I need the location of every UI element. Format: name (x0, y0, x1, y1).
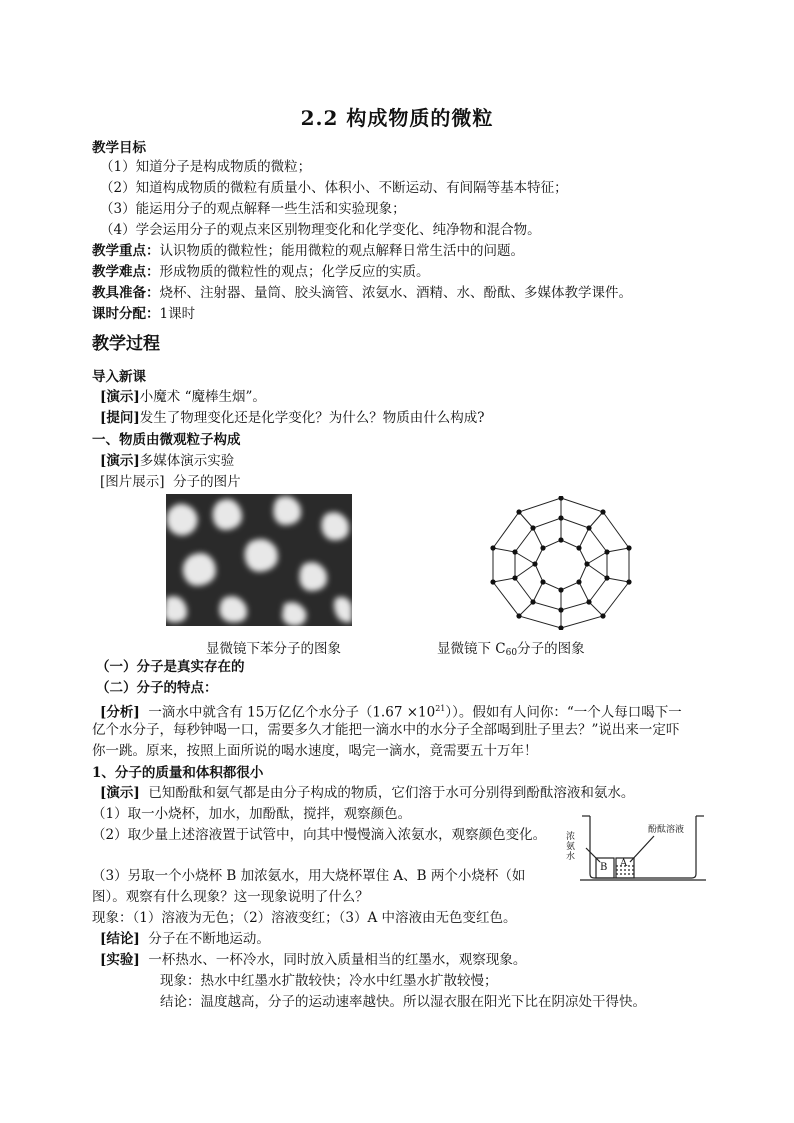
point1-demo (100, 783, 634, 803)
diagram-label-phenolphthalein: 酚酞溶液 (648, 825, 685, 835)
point1-conclusion (100, 929, 270, 949)
caption-c60-post: 分子的图象 (517, 641, 585, 657)
diagram-beaker-a: A (620, 858, 628, 869)
intro-heading: 导入新课 (92, 369, 146, 385)
section1-demo (100, 451, 234, 471)
point1-experiment-tag: [实验] (100, 952, 140, 968)
difficult-points (92, 262, 430, 282)
section1-pic-text: 分子的图片 (173, 474, 241, 490)
materials (92, 283, 632, 303)
intro-demo-tag: [演示] (100, 389, 140, 405)
point1-step-3: （3）另取一个小烧杯 B 加浓氨水，用大烧杯罩住 A、B 两个小烧杯（如图）。观察有什么现象？这一现象说明了什么？ (92, 868, 526, 905)
beaker-apparatus-diagram (566, 812, 706, 884)
point1-experiment (100, 950, 526, 970)
analysis-line-3: 你一跳。原来，按照上面所说的喝水速度，喝完一滴水，竟需要五十万年！ (92, 743, 538, 759)
materials-label: 教具准备： (92, 285, 160, 301)
point1-exp-conclusion: 结论：温度越高，分子的运动速率越快。所以湿衣服在阳光下比在阴凉处干得快。 (160, 994, 646, 1010)
section1-pic-tag: [图片展示] (100, 474, 165, 490)
analysis-line1-sup: 21 (435, 704, 446, 713)
point1-step-1: （1）取一小烧杯，加水，加酚酞，搅拌，观察颜色。 (92, 806, 412, 822)
point1-heading: 1、分子的质量和体积都很小 (92, 765, 264, 781)
point1-step-2: （2）取少量上述溶液置于试管中，向其中慢慢滴入浓氨水，观察颜色变化。 (92, 827, 547, 843)
caption-c60-pre: 显微镜下 C (437, 641, 506, 657)
diagram-beaker-b: B (600, 862, 608, 873)
c60-molecule-diagram (486, 496, 636, 630)
part1-heading: （一）分子是真实存在的 (96, 659, 245, 675)
materials-text: 烧杯、注射器、量筒、胶头滴管、浓氨水、酒精、水、酚酞、多媒体教学课件。 (159, 285, 632, 301)
section1-heading: 一、物质由微观粒子构成 (92, 432, 241, 448)
benzene-micrograph (166, 494, 352, 626)
goal-item-2: （2）知道构成物质的微粒有质量小、体积小、不断运动、有间隔等基本特征； (100, 180, 568, 196)
analysis-line1-post: ））。假如有人问你：“一个人每口喝下一 (445, 704, 682, 721)
diagram-label-ammonia: 浓氨水 (566, 832, 576, 862)
difficult-points-text: 形成物质的微粒性的观点；化学反应的实质。 (159, 264, 430, 280)
page-title: 2.2 构成物质的微粒 (300, 106, 494, 130)
key-points-label: 教学重点： (92, 243, 160, 259)
analysis-line-1 (100, 699, 682, 723)
point1-conclusion-tag: [结论] (100, 931, 140, 947)
hours-text: 1课时 (159, 306, 196, 322)
intro-question (100, 408, 485, 428)
point1-experiment-text: 一杯热水、一杯冷水，同时放入质量相当的红墨水，观察现象。 (148, 952, 527, 968)
key-points-text: 认识物质的微粒性；能用微粒的观点解释日常生活中的问题。 (159, 243, 524, 259)
caption-c60-sub: 60 (505, 648, 518, 658)
part2-heading: （二）分子的特点： (96, 680, 218, 696)
section1-pic (100, 472, 241, 492)
point1-conclusion-text: 分子在不断地运动。 (148, 931, 270, 947)
goals-heading: 教学目标 (92, 140, 146, 156)
section1-demo-text: 多媒体演示实验 (139, 453, 235, 469)
section1-demo-tag: [演示] (100, 453, 140, 469)
point1-demo-tag: [演示] (100, 785, 140, 801)
goal-item-3: （3）能运用分子的观点解释一些生活和实验现象； (100, 201, 406, 217)
goal-item-1: （1）知道分子是构成物质的微粒； (100, 159, 312, 175)
analysis-line1-pre: 一滴水中就含有 15万亿亿个水分子（1.67 ×10 (148, 704, 436, 721)
point1-demo-text: 已知酚酞和氨气都是由分子构成的物质，它们溶于水可分别得到酚酞溶液和氨水。 (148, 785, 635, 801)
hours (92, 304, 195, 324)
difficult-points-label: 教学难点： (92, 264, 160, 280)
goal-item-4: （4）学会运用分子的观点来区别物理变化和化学变化、纯净物和混合物。 (100, 222, 541, 238)
hours-label: 课时分配： (92, 306, 160, 322)
intro-question-tag: [提问] (100, 410, 140, 426)
caption-c60 (437, 637, 585, 658)
intro-question-text: 发生了物理变化还是化学变化？为什么？物质由什么构成? (139, 410, 485, 426)
process-heading: 教学过程 (92, 334, 160, 354)
analysis-line-2: 亿个水分子，每秒钟喝一口，需要多久才能把一滴水中的水分子全部喝到肚子里去？”说出来一定吓 (92, 722, 680, 738)
analysis-tag: [分析] (100, 704, 140, 721)
point1-exp-phenomenon: 现象：热水中红墨水扩散较快；冷水中红墨水扩散较慢； (160, 973, 498, 989)
key-points (92, 241, 524, 261)
caption-benzene: 显微镜下苯分子的图象 (206, 641, 341, 657)
intro-demo-text: 小魔术 “魔棒生烟”。 (139, 389, 266, 405)
intro-demo (100, 387, 266, 407)
point1-phenomenon: 现象：（1）溶液为无色；（2）溶液变红；（3）A 中溶液由无色变红色。 (92, 910, 517, 926)
